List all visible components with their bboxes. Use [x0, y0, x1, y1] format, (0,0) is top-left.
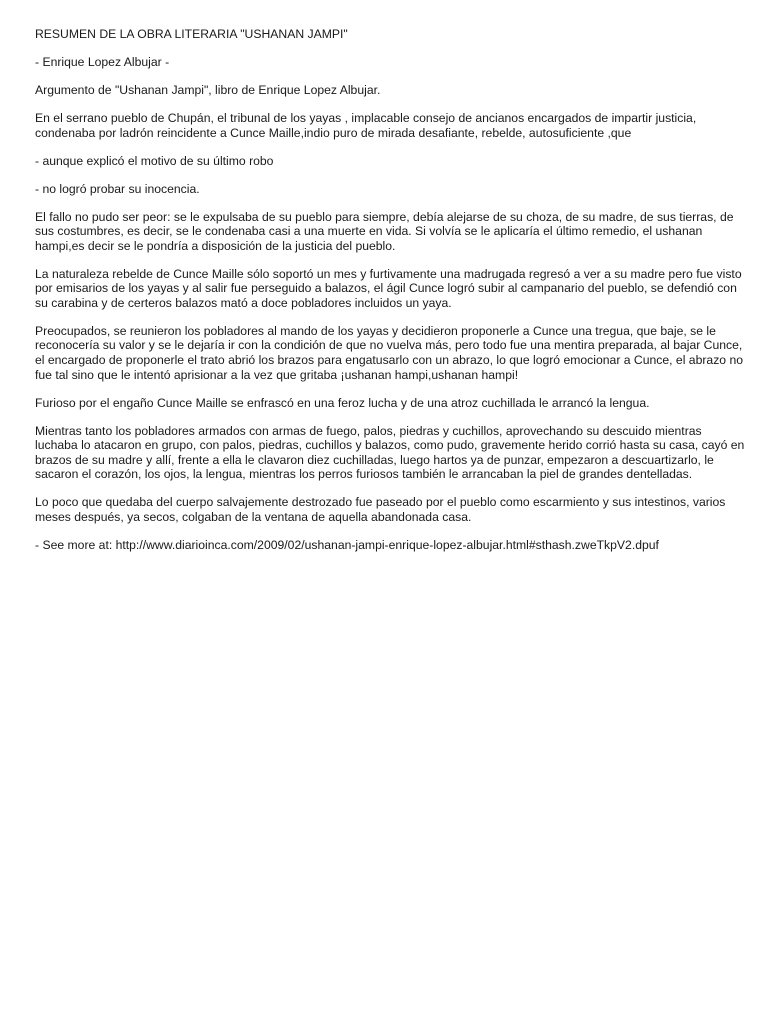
document-page — [35, 27, 747, 566]
paragraph: Preocupados, se reunieron los pobladores al mando de los yayas y decidieron proponerle a Cunce una tregua, que baje, se le reconocería su valor y se le dejaría ir con la condición de que no vuelva más, pero todo fue una mentira preparada, al bajar Cunce, el encargado de proponerle el trato abrió los brazos para engatusarlo con un abrazo, lo que logró emocionar a Cunce, el abrazo no fue tal sino que le intentó aprisionar a la vez que gritaba ¡ushanan hampi,ushanan hampi! — [35, 323, 744, 382]
document-title: RESUMEN DE LA OBRA LITERARIA "USHANAN JAMPI" — [35, 27, 348, 41]
paragraph: Lo poco que quedaba del cuerpo salvajemente destrozado fue paseado por el pueblo como escarmiento y sus intestinos, varios meses después, ya secos, colgaban de la ventana de aquella abandonada casa. — [35, 495, 726, 524]
paragraph: El fallo no pudo ser peor: se le expulsaba de su pueblo para siempre, debía alejarse de su choza, de su madre, de sus tierras, de sus costumbres, es decir, se le condenaba casi a una muerte en vida. Si volvía se le aplicaría el último remedio, el ushanan hampi,es decir se le pondría a disposición de la justicia del pueblo. — [35, 209, 734, 253]
source-line: - See more at: http://www.diarioinca.com/2009/02/ushanan-jampi-enrique-lopez-albujar.html#sthash.zweTkpV2.dpuf — [35, 537, 659, 552]
paragraph: - aunque explicó el motivo de su último robo — [35, 153, 274, 168]
document-subtitle: Argumento de "Ushanan Jampi", libro de Enrique Lopez Albujar. — [35, 82, 381, 97]
paragraph: La naturaleza rebelde de Cunce Maille sólo soportó un mes y furtivamente una madrugada regresó a ver a su madre pero fue visto por emisarios de los yayas y al salir fue perseguido a balazos, el ágil Cunce logró subir al campanario del pueblo, se defendió con su carabina y de certeros balazos mató a doce pobladores incluidos un yaya. — [35, 266, 742, 310]
paragraph: - no logró probar su inocencia. — [35, 181, 200, 196]
paragraph: Mientras tanto los pobladores armados con armas de fuego, palos, piedras y cuchillos, aprovechando su descuido mientras luchaba lo atacaron en grupo, con palos, piedras, cuchillos y balazos, como pudo, gravemente herido corrió hasta su casa, cayó en brazos de su madre y allí, frente a ella le clavaron diez cuchilladas, luego hartos ya de punzar, empezaron a descuartizarlo, le sacaron el corazón, los ojos, la lengua, mientras los perros furiosos también le arrancaban la piel de grandes dentelladas. — [35, 423, 745, 482]
paragraph: En el serrano pueblo de Chupán, el tribunal de los yayas , implacable consejo de ancianos encargados de impartir justicia, condenaba por ladrón reincidente a Cunce Maille,indio puro de mirada desafiante, rebelde, autosuficiente ,que — [35, 110, 697, 140]
paragraph: Furioso por el engaño Cunce Maille se enfrascó en una feroz lucha y de una atroz cuchillada le arrancó la lengua. — [35, 395, 650, 410]
author-line: - Enrique Lopez Albujar - — [35, 54, 170, 69]
